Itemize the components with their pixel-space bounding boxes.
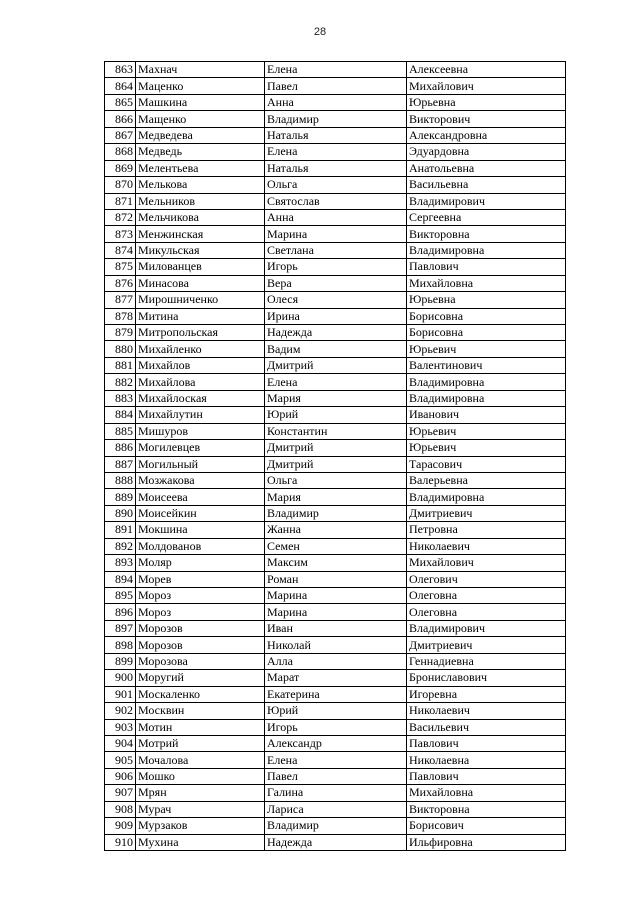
table-row [105, 259, 566, 275]
last-name-cell: Мелентьева [136, 160, 265, 176]
first-name-cell: Владимир [265, 505, 407, 521]
table-row [105, 407, 566, 423]
table-row [105, 144, 566, 160]
patronymic-cell: Николаевич [407, 703, 566, 719]
row-number-cell: 909 [105, 818, 136, 834]
table-row [105, 522, 566, 538]
last-name-cell: Микульская [136, 242, 265, 258]
last-name-cell: Михайлоская [136, 390, 265, 406]
row-number-cell: 872 [105, 209, 136, 225]
row-number-cell: 907 [105, 785, 136, 801]
row-number-cell: 892 [105, 538, 136, 554]
table-row [105, 456, 566, 472]
last-name-cell: Мочалова [136, 752, 265, 768]
row-number-cell: 877 [105, 292, 136, 308]
row-number-cell: 904 [105, 735, 136, 751]
roster-table [104, 61, 566, 851]
patronymic-cell: Борисовна [407, 325, 566, 341]
table-row [105, 94, 566, 110]
first-name-cell: Дмитрий [265, 440, 407, 456]
patronymic-cell: Александровна [407, 127, 566, 143]
row-number-cell: 871 [105, 193, 136, 209]
first-name-cell: Владимир [265, 111, 407, 127]
table-row [105, 686, 566, 702]
table-row [105, 308, 566, 324]
first-name-cell: Светлана [265, 242, 407, 258]
table-row [105, 341, 566, 357]
first-name-cell: Игорь [265, 719, 407, 735]
patronymic-cell: Юрьевич [407, 440, 566, 456]
first-name-cell: Лариса [265, 801, 407, 817]
last-name-cell: Михайлов [136, 357, 265, 373]
first-name-cell: Марина [265, 588, 407, 604]
table-row [105, 242, 566, 258]
patronymic-cell: Валентинович [407, 357, 566, 373]
patronymic-cell: Михайловна [407, 275, 566, 291]
patronymic-cell: Николаевич [407, 538, 566, 554]
row-number-cell: 887 [105, 456, 136, 472]
first-name-cell: Юрий [265, 407, 407, 423]
table-row [105, 292, 566, 308]
first-name-cell: Ольга [265, 472, 407, 488]
last-name-cell: Молдованов [136, 538, 265, 554]
row-number-cell: 902 [105, 703, 136, 719]
first-name-cell: Надежда [265, 325, 407, 341]
last-name-cell: Михайленко [136, 341, 265, 357]
last-name-cell: Мурач [136, 801, 265, 817]
patronymic-cell: Эдуардовна [407, 144, 566, 160]
last-name-cell: Мухина [136, 834, 265, 850]
patronymic-cell: Алексеевна [407, 62, 566, 78]
row-number-cell: 888 [105, 472, 136, 488]
last-name-cell: Менжинская [136, 226, 265, 242]
row-number-cell: 882 [105, 374, 136, 390]
table-row [105, 440, 566, 456]
patronymic-cell: Павлович [407, 768, 566, 784]
table-row [105, 374, 566, 390]
patronymic-cell: Игоревна [407, 686, 566, 702]
first-name-cell: Жанна [265, 522, 407, 538]
row-number-cell: 905 [105, 752, 136, 768]
row-number-cell: 864 [105, 78, 136, 94]
row-number-cell: 894 [105, 571, 136, 587]
first-name-cell: Елена [265, 62, 407, 78]
row-number-cell: 896 [105, 604, 136, 620]
table-row [105, 571, 566, 587]
last-name-cell: Мороз [136, 604, 265, 620]
row-number-cell: 878 [105, 308, 136, 324]
row-number-cell: 898 [105, 637, 136, 653]
first-name-cell: Олеся [265, 292, 407, 308]
table-row [105, 670, 566, 686]
last-name-cell: Моисейкин [136, 505, 265, 521]
table-row [105, 160, 566, 176]
last-name-cell: Михайлутин [136, 407, 265, 423]
patronymic-cell: Васильевич [407, 719, 566, 735]
patronymic-cell: Викторовна [407, 226, 566, 242]
table-row [105, 620, 566, 636]
first-name-cell: Иван [265, 620, 407, 636]
table-row [105, 538, 566, 554]
last-name-cell: Морозов [136, 620, 265, 636]
first-name-cell: Наталья [265, 127, 407, 143]
patronymic-cell: Сергеевна [407, 209, 566, 225]
table-row [105, 127, 566, 143]
first-name-cell: Павел [265, 78, 407, 94]
last-name-cell: Мошко [136, 768, 265, 784]
table-row [105, 226, 566, 242]
last-name-cell: Моисеева [136, 489, 265, 505]
patronymic-cell: Анатольевна [407, 160, 566, 176]
patronymic-cell: Юрьевич [407, 341, 566, 357]
last-name-cell: Мирошниченко [136, 292, 265, 308]
patronymic-cell: Иванович [407, 407, 566, 423]
table-row [105, 555, 566, 571]
first-name-cell: Константин [265, 423, 407, 439]
table-row [105, 78, 566, 94]
table-row [105, 423, 566, 439]
patronymic-cell: Брониславович [407, 670, 566, 686]
first-name-cell: Елена [265, 752, 407, 768]
last-name-cell: Михайлова [136, 374, 265, 390]
last-name-cell: Москвин [136, 703, 265, 719]
row-number-cell: 873 [105, 226, 136, 242]
last-name-cell: Москаленко [136, 686, 265, 702]
last-name-cell: Мельчикова [136, 209, 265, 225]
table-row [105, 62, 566, 78]
patronymic-cell: Михайлович [407, 78, 566, 94]
row-number-cell: 906 [105, 768, 136, 784]
last-name-cell: Мелькова [136, 177, 265, 193]
patronymic-cell: Владимирович [407, 193, 566, 209]
patronymic-cell: Тарасович [407, 456, 566, 472]
patronymic-cell: Павлович [407, 735, 566, 751]
table-row [105, 768, 566, 784]
first-name-cell: Алла [265, 653, 407, 669]
table-row [105, 752, 566, 768]
last-name-cell: Медведева [136, 127, 265, 143]
table-row [105, 653, 566, 669]
first-name-cell: Максим [265, 555, 407, 571]
row-number-cell: 891 [105, 522, 136, 538]
page-number: 28 [313, 26, 327, 38]
patronymic-cell: Борисович [407, 818, 566, 834]
patronymic-cell: Васильевна [407, 177, 566, 193]
last-name-cell: Могилевцев [136, 440, 265, 456]
row-number-cell: 874 [105, 242, 136, 258]
first-name-cell: Екатерина [265, 686, 407, 702]
table-row [105, 357, 566, 373]
first-name-cell: Семен [265, 538, 407, 554]
row-number-cell: 895 [105, 588, 136, 604]
table-row [105, 785, 566, 801]
patronymic-cell: Олегович [407, 571, 566, 587]
table-row [105, 801, 566, 817]
row-number-cell: 879 [105, 325, 136, 341]
first-name-cell: Вера [265, 275, 407, 291]
first-name-cell: Елена [265, 374, 407, 390]
row-number-cell: 868 [105, 144, 136, 160]
last-name-cell: Мельников [136, 193, 265, 209]
first-name-cell: Александр [265, 735, 407, 751]
table-row [105, 719, 566, 735]
last-name-cell: Мороз [136, 588, 265, 604]
last-name-cell: Мащенко [136, 111, 265, 127]
row-number-cell: 880 [105, 341, 136, 357]
table-row [105, 390, 566, 406]
last-name-cell: Мокшина [136, 522, 265, 538]
patronymic-cell: Дмитриевич [407, 637, 566, 653]
first-name-cell: Анна [265, 209, 407, 225]
patronymic-cell: Юрьевна [407, 94, 566, 110]
patronymic-cell: Владимировна [407, 489, 566, 505]
patronymic-cell: Дмитриевич [407, 505, 566, 521]
row-number-cell: 881 [105, 357, 136, 373]
last-name-cell: Минасова [136, 275, 265, 291]
row-number-cell: 897 [105, 620, 136, 636]
last-name-cell: Митина [136, 308, 265, 324]
first-name-cell: Анна [265, 94, 407, 110]
row-number-cell: 901 [105, 686, 136, 702]
first-name-cell: Святослав [265, 193, 407, 209]
last-name-cell: Машкина [136, 94, 265, 110]
table-row [105, 505, 566, 521]
last-name-cell: Морев [136, 571, 265, 587]
row-number-cell: 867 [105, 127, 136, 143]
patronymic-cell: Ильфировна [407, 834, 566, 850]
row-number-cell: 890 [105, 505, 136, 521]
last-name-cell: Морозов [136, 637, 265, 653]
table-row [105, 472, 566, 488]
table-row [105, 588, 566, 604]
table-row [105, 735, 566, 751]
row-number-cell: 866 [105, 111, 136, 127]
row-number-cell: 883 [105, 390, 136, 406]
first-name-cell: Марина [265, 226, 407, 242]
first-name-cell: Елена [265, 144, 407, 160]
first-name-cell: Николай [265, 637, 407, 653]
row-number-cell: 886 [105, 440, 136, 456]
last-name-cell: Мозжакова [136, 472, 265, 488]
row-number-cell: 870 [105, 177, 136, 193]
last-name-cell: Могильный [136, 456, 265, 472]
last-name-cell: Махнач [136, 62, 265, 78]
table-row [105, 325, 566, 341]
patronymic-cell: Олеговна [407, 604, 566, 620]
first-name-cell: Дмитрий [265, 357, 407, 373]
row-number-cell: 884 [105, 407, 136, 423]
last-name-cell: Мотрий [136, 735, 265, 751]
patronymic-cell: Павлович [407, 259, 566, 275]
patronymic-cell: Михайловна [407, 785, 566, 801]
last-name-cell: Морозова [136, 653, 265, 669]
patronymic-cell: Борисовна [407, 308, 566, 324]
roster-table-body [105, 62, 566, 851]
patronymic-cell: Владимирович [407, 620, 566, 636]
patronymic-cell: Юрьевна [407, 292, 566, 308]
row-number-cell: 875 [105, 259, 136, 275]
first-name-cell: Надежда [265, 834, 407, 850]
last-name-cell: Моляр [136, 555, 265, 571]
row-number-cell: 876 [105, 275, 136, 291]
first-name-cell: Наталья [265, 160, 407, 176]
first-name-cell: Владимир [265, 818, 407, 834]
patronymic-cell: Олеговна [407, 588, 566, 604]
patronymic-cell: Викторовна [407, 801, 566, 817]
first-name-cell: Вадим [265, 341, 407, 357]
patronymic-cell: Геннадиевна [407, 653, 566, 669]
table-row [105, 604, 566, 620]
row-number-cell: 869 [105, 160, 136, 176]
row-number-cell: 863 [105, 62, 136, 78]
last-name-cell: Медведь [136, 144, 265, 160]
patronymic-cell: Викторович [407, 111, 566, 127]
table-row [105, 177, 566, 193]
table-row [105, 637, 566, 653]
patronymic-cell: Петровна [407, 522, 566, 538]
first-name-cell: Игорь [265, 259, 407, 275]
row-number-cell: 910 [105, 834, 136, 850]
patronymic-cell: Валерьевна [407, 472, 566, 488]
row-number-cell: 885 [105, 423, 136, 439]
table-row [105, 703, 566, 719]
row-number-cell: 908 [105, 801, 136, 817]
last-name-cell: Митропольская [136, 325, 265, 341]
row-number-cell: 903 [105, 719, 136, 735]
table-row [105, 111, 566, 127]
last-name-cell: Мрян [136, 785, 265, 801]
table-row [105, 818, 566, 834]
row-number-cell: 899 [105, 653, 136, 669]
patronymic-cell: Владимировна [407, 390, 566, 406]
last-name-cell: Мурзаков [136, 818, 265, 834]
table-row [105, 193, 566, 209]
table-row [105, 489, 566, 505]
patronymic-cell: Юрьевич [407, 423, 566, 439]
last-name-cell: Милованцев [136, 259, 265, 275]
patronymic-cell: Николаевна [407, 752, 566, 768]
patronymic-cell: Михайлович [407, 555, 566, 571]
table-row [105, 209, 566, 225]
first-name-cell: Ольга [265, 177, 407, 193]
first-name-cell: Дмитрий [265, 456, 407, 472]
row-number-cell: 889 [105, 489, 136, 505]
last-name-cell: Мишуров [136, 423, 265, 439]
first-name-cell: Мария [265, 390, 407, 406]
row-number-cell: 900 [105, 670, 136, 686]
last-name-cell: Моругий [136, 670, 265, 686]
table-row [105, 275, 566, 291]
table-row [105, 834, 566, 850]
row-number-cell: 893 [105, 555, 136, 571]
first-name-cell: Роман [265, 571, 407, 587]
row-number-cell: 865 [105, 94, 136, 110]
first-name-cell: Марат [265, 670, 407, 686]
first-name-cell: Марина [265, 604, 407, 620]
first-name-cell: Павел [265, 768, 407, 784]
first-name-cell: Юрий [265, 703, 407, 719]
first-name-cell: Галина [265, 785, 407, 801]
first-name-cell: Мария [265, 489, 407, 505]
first-name-cell: Ирина [265, 308, 407, 324]
patronymic-cell: Владимировна [407, 242, 566, 258]
last-name-cell: Маценко [136, 78, 265, 94]
last-name-cell: Мотин [136, 719, 265, 735]
patronymic-cell: Владимировна [407, 374, 566, 390]
